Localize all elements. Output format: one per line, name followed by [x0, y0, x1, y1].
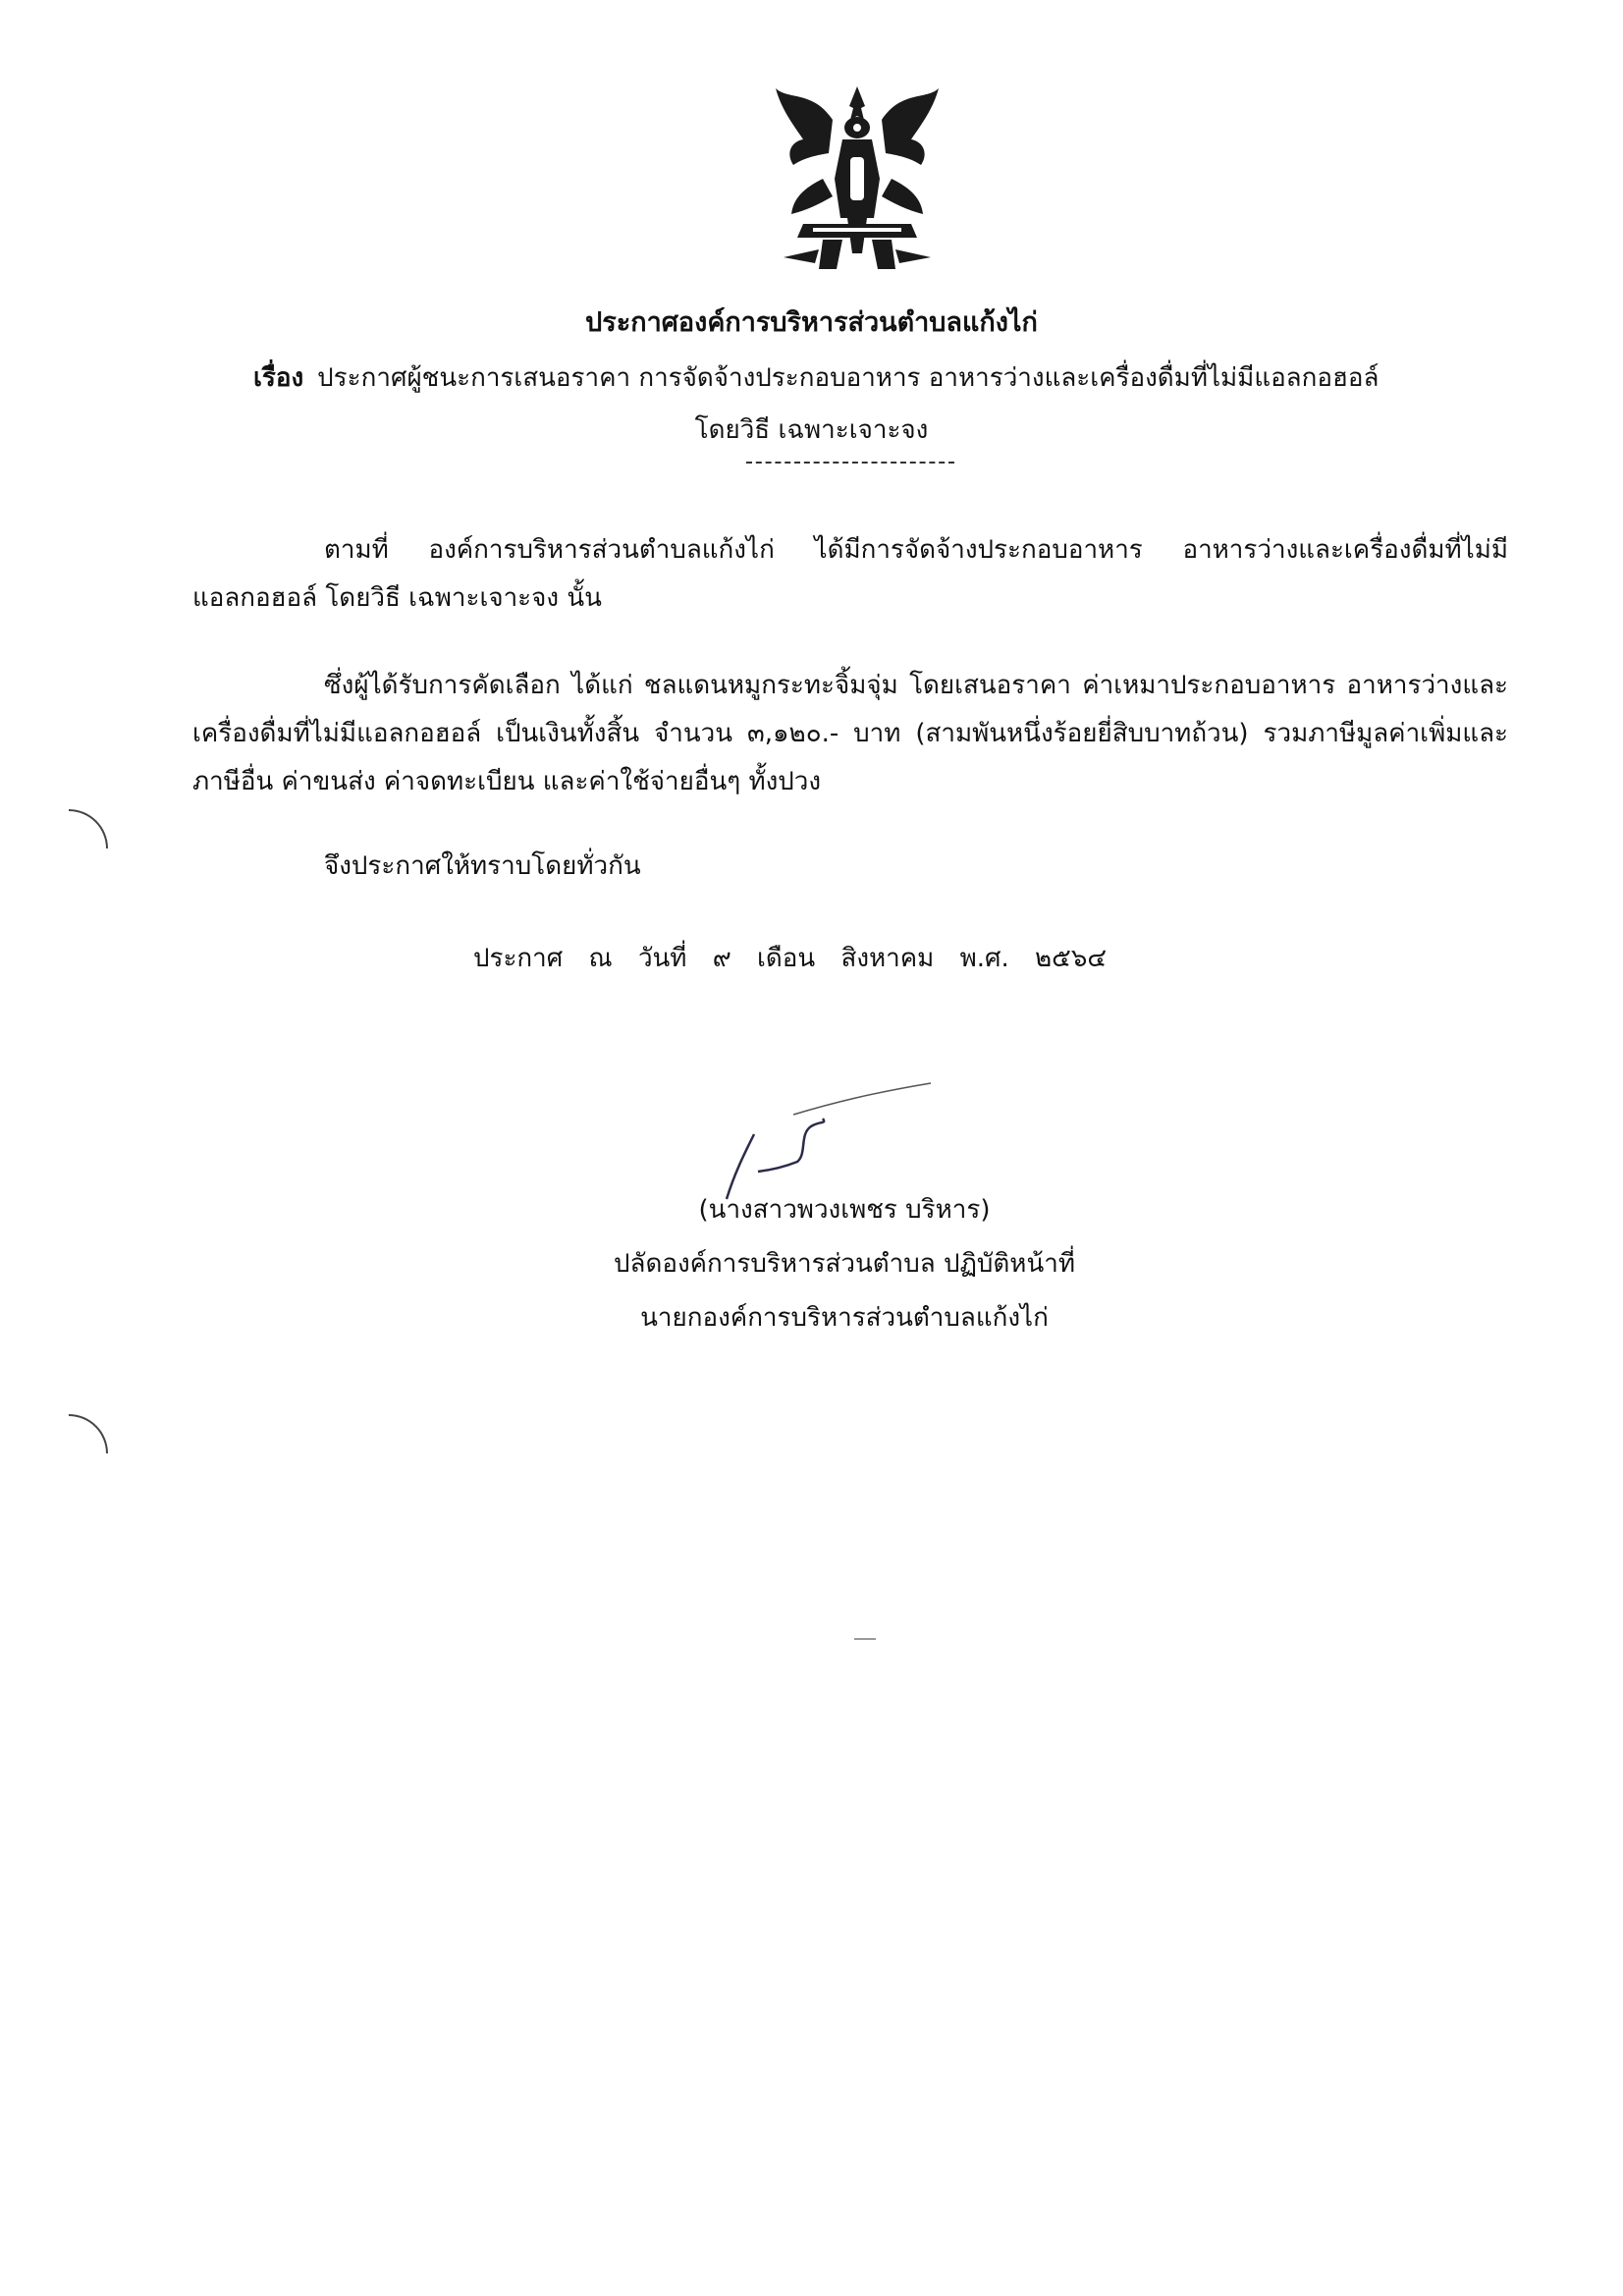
date-at: ณ: [588, 944, 613, 973]
date-year: ๒๕๖๔: [1035, 944, 1108, 973]
garuda-emblem: [764, 81, 950, 275]
announcement-title: ประกาศองค์การบริหารส่วนตำบลแก้งไก่: [585, 307, 1038, 338]
date-day-label: วันที่: [637, 944, 687, 973]
date-day: ๙: [712, 944, 731, 973]
subject-label: เรื่อง: [253, 363, 304, 393]
paragraph-winner: [192, 662, 1508, 806]
signatory-name: (นางสาวพวงเพชร บริหาร): [698, 1195, 991, 1225]
date-month: สิงหาคม: [840, 944, 935, 973]
signatory-block: [550, 1183, 1139, 1345]
paragraph-winner-text: ซึ่งผู้ได้รับการคัดเลือก ได้แก่ ชลแดนหมูกระทะจิ้มจุ่ม โดยเสนอราคา ค่าเหมาประกอบอาหาร อาหารว่างและเครื่องดื่มที่ไม่มีแอลกอฮอล์ เป็นเงินทั้งสิ้น จำนวน ๓,๑๒๐.- บาท (สามพันหนึ่งร้อยยี่สิบบาทถ้วน) รวมภาษีมูลค่าเพิ่มและภาษีอื่น ค่าขนส่ง ค่าจดทะเบียน และค่าใช้จ่ายอื่นๆ ทั้งปวง: [192, 671, 1508, 796]
subject-text: ประกาศผู้ชนะการเสนอราคา การจัดจ้างประกอบอาหาร อาหารว่างและเครื่องดื่มที่ไม่มีแอลกอฮอล์: [317, 363, 1380, 393]
closing-statement: จึงประกาศให้ทราบโดยทั่วกัน: [324, 851, 641, 881]
paragraph-intro-text: ตามที่ องค์การบริหารส่วนตำบลแก้งไก่ ได้มีการจัดจ้างประกอบอาหาร อาหารว่างและเครื่องดื่มที่ไม่มีแอลกอฮอล์ โดยวิธี เฉพาะเจาะจง นั้น: [192, 535, 1508, 613]
punch-hole-mark: [69, 809, 108, 848]
procurement-method: โดยวิธี เฉพาะเจาะจง: [694, 415, 929, 445]
date-label: ประกาศ: [473, 944, 564, 973]
punch-hole-mark: [69, 1414, 108, 1453]
date-year-label: พ.ศ.: [959, 944, 1009, 973]
announcement-date: [473, 938, 1124, 978]
signatory-acting-position: นายกองค์การบริหารส่วนตำบลแก้งไก่: [640, 1303, 1049, 1333]
scan-speck: [854, 1638, 876, 1640]
date-month-label: เดือน: [757, 944, 816, 973]
header-divider: [746, 462, 954, 464]
subject-line: [253, 357, 1490, 398]
paragraph-intro: [192, 526, 1508, 623]
signatory-position: ปลัดองค์การบริหารส่วนตำบล ปฏิบัติหน้าที่: [614, 1249, 1075, 1279]
